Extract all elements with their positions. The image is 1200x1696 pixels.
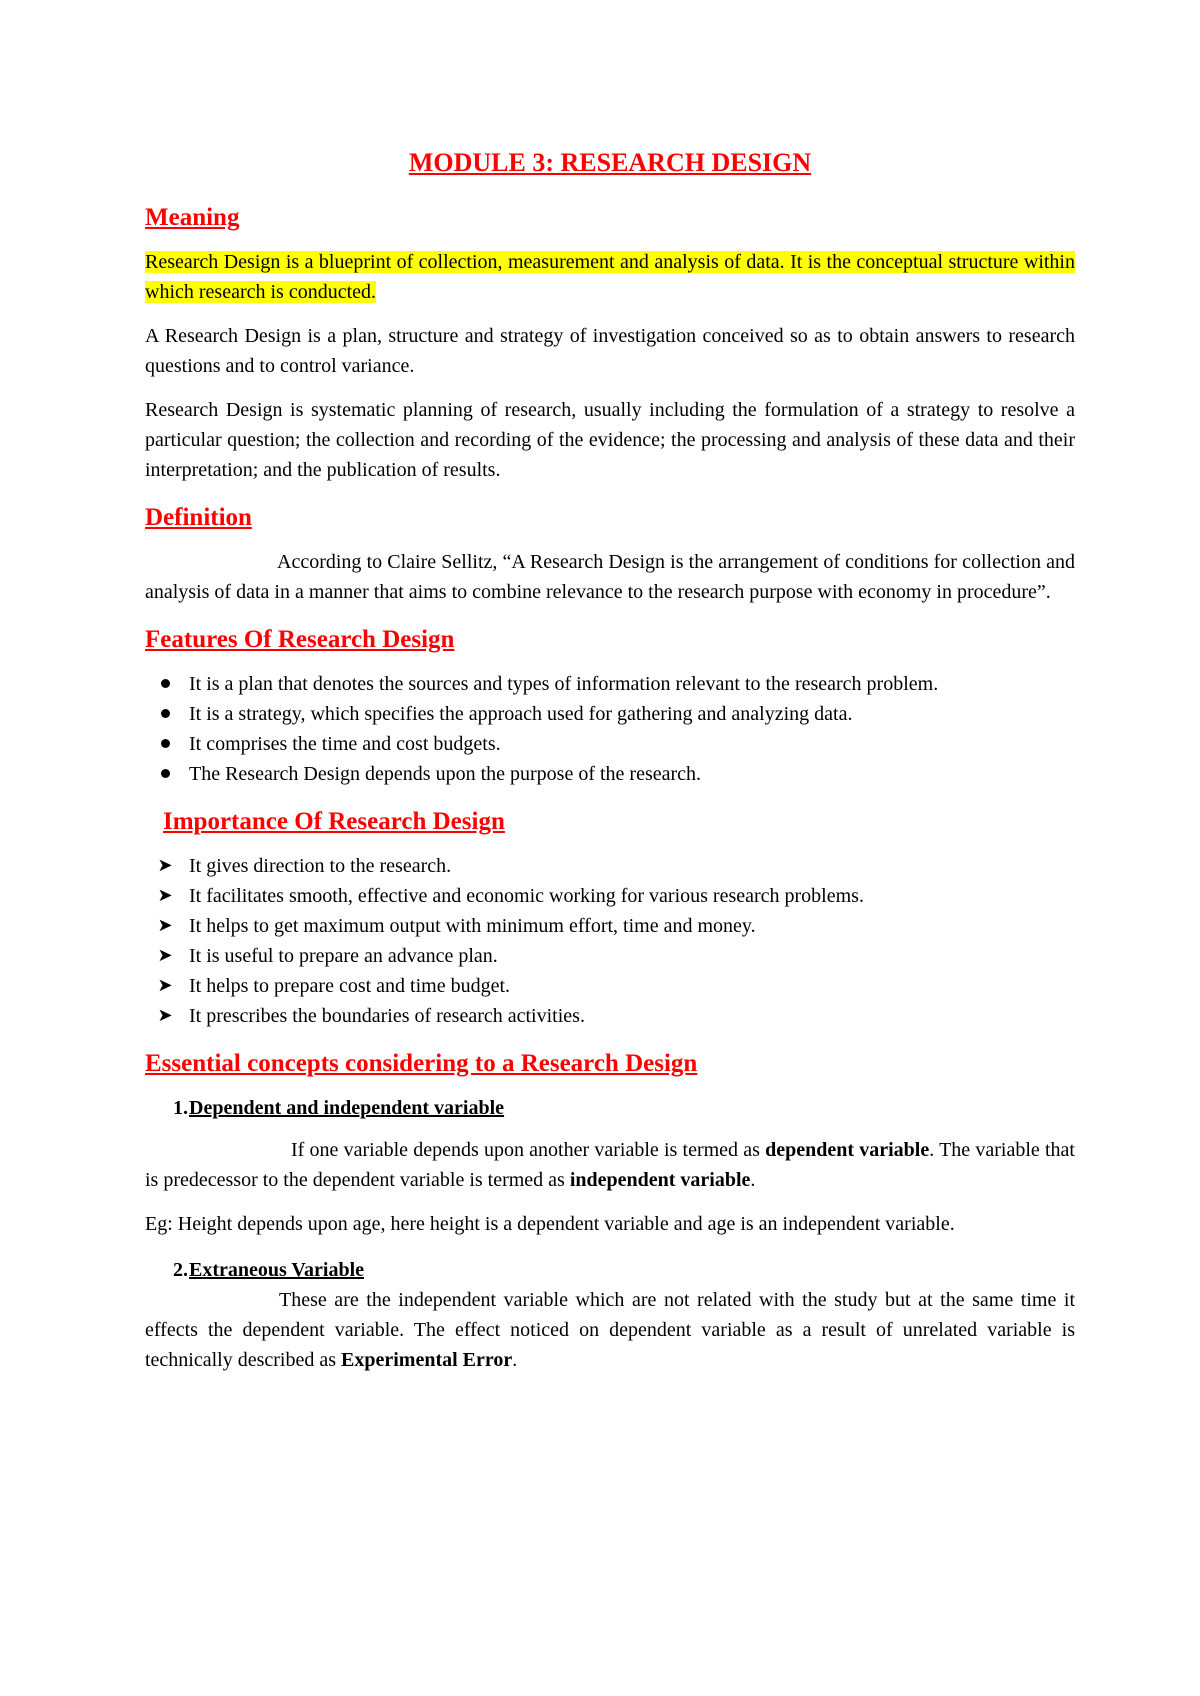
list-item: It is a strategy, which specifies the approach used for gathering and analyzing data. — [145, 699, 1075, 729]
bullet-icon — [155, 669, 175, 699]
subheading-extraneous-variable — [145, 1255, 1075, 1285]
meaning-paragraph-3: Research Design is systematic planning of research, usually including the formulation of a strategy to resolve a particular question; the collection and recording of the evidence; the processing and analysis of these data and their interpretation; and the publication of results. — [145, 399, 1075, 481]
page-title: MODULE 3: RESEARCH DESIGN — [408, 148, 812, 177]
list-item: The Research Design depends upon the purpose of the research. — [145, 759, 1075, 789]
list-item: ➤ It is useful to prepare an advance plan. — [145, 941, 1075, 971]
list-number: 1. — [173, 1097, 188, 1119]
subheading-text: Extraneous Variable — [189, 1259, 365, 1281]
list-item: ➤ It helps to get maximum output with minimum effort, time and money. — [145, 911, 1075, 941]
arrowhead-icon: ➤ — [157, 915, 173, 936]
arrowhead-icon: ➤ — [157, 1005, 173, 1026]
arrowhead-icon: ➤ — [157, 975, 173, 996]
arrowhead-icon: ➤ — [157, 945, 173, 966]
definition-paragraph: According to Claire Sellitz, “A Research Design is the arrangement of conditions for collection and analysis of data in a manner that aims to combine relevance to the research purpose with economy in procedure”. — [145, 551, 1075, 603]
heading-importance: Importance Of Research Design — [163, 808, 505, 835]
list-item: ➤ It helps to prepare cost and time budget. — [145, 971, 1075, 1001]
list-item: ➤ It facilitates smooth, effective and economic working for various research problems. — [145, 881, 1075, 911]
dependent-variable-paragraph: If one variable depends upon another variable is termed as dependent variable. The variable that is predecessor to the dependent variable is termed as independent variable. — [145, 1139, 1075, 1191]
heading-features: Features Of Research Design — [145, 626, 455, 653]
arrowhead-icon: ➤ — [157, 855, 173, 876]
highlighted-text: Research Design is a blueprint of collection, measurement and analysis of data. It is the conceptual structure within which research is conducted. — [145, 251, 1075, 303]
example-paragraph: Eg: Height depends upon age, here height is a dependent variable and age is an independent variable. — [145, 1213, 955, 1235]
arrowhead-icon: ➤ — [157, 885, 173, 906]
heading-definition: Definition — [145, 504, 252, 531]
bullet-icon — [155, 699, 175, 729]
subheading-text: Dependent and independent variable — [189, 1097, 505, 1119]
meaning-paragraph-2: A Research Design is a plan, structure and strategy of investigation conceived so as to obtain answers to research questions and to control variance. — [145, 325, 1075, 377]
list-number: 2. — [173, 1259, 188, 1281]
bullet-icon — [155, 759, 175, 789]
list-item: It is a plan that denotes the sources and types of information relevant to the research problem. — [145, 669, 1075, 699]
extraneous-variable-paragraph: These are the independent variable which are not related with the study but at the same time it effects the dependent variable. The effect noticed on dependent variable as a result of unrelated variable is technically described as Experimental Error. — [145, 1289, 1075, 1371]
document-body — [145, 145, 1075, 1389]
heading-meaning: Meaning — [145, 204, 240, 231]
list-item: ➤ It gives direction to the research. — [145, 851, 1075, 881]
heading-essential-concepts: Essential concepts considering to a Research Design — [145, 1050, 698, 1077]
list-item: ➤ It prescribes the boundaries of research activities. — [145, 1001, 1075, 1031]
list-item: It comprises the time and cost budgets. — [145, 729, 1075, 759]
subheading-dependent-independent — [145, 1093, 1075, 1123]
bullet-icon — [155, 729, 175, 759]
meaning-highlight-paragraph — [145, 247, 1075, 307]
features-list — [145, 669, 1075, 789]
importance-list — [145, 851, 1075, 1031]
